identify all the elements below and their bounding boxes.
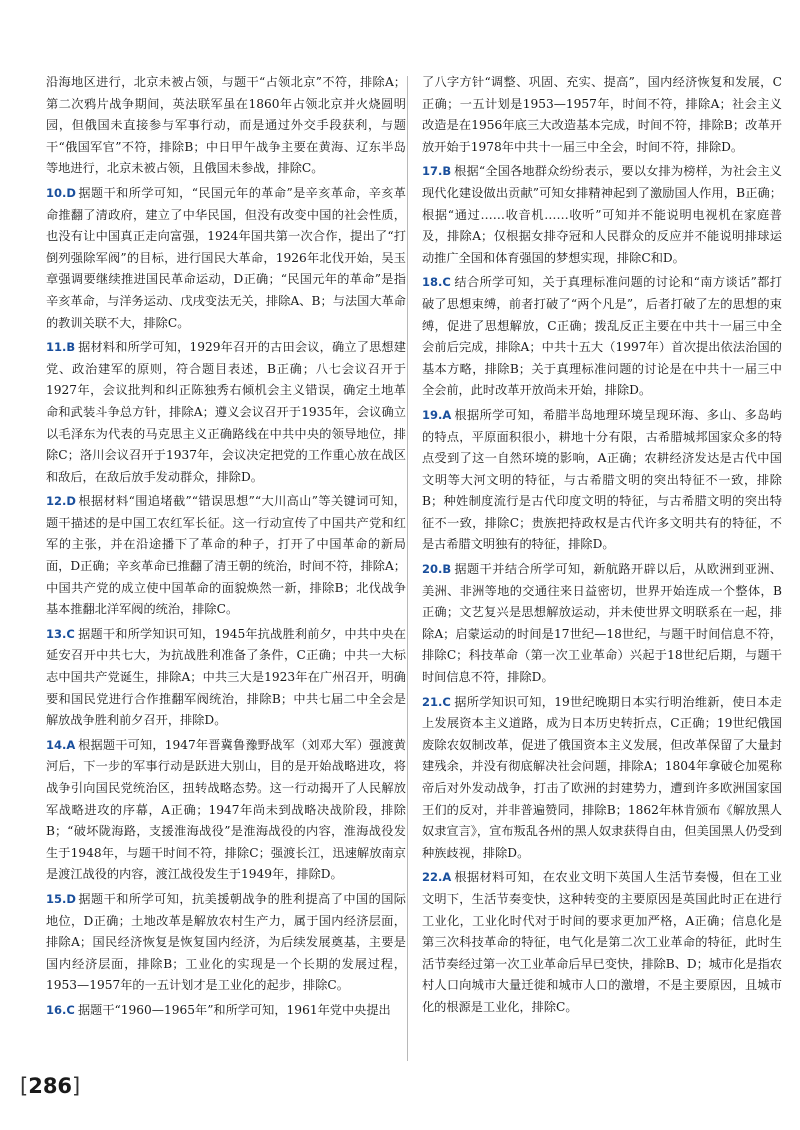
continued-text: [46, 72, 406, 180]
answer-item: [46, 624, 406, 732]
answer-item: [422, 272, 782, 402]
answer-item: [46, 491, 406, 621]
explanation-text: 根据“全国各地群众纷纷表示，要以女排为榜样，为社会主义现代化建设做出贡献”可知女排精神起到了激励国人作用，B正确；根据“通过……收音机……收听”可知并不能说明电视机在家庭普及，排除A；仅根据女排夺冠和人民群众的反应并不能说明排球运动推广全国和体育强国的梦想实现，排除C和D。: [422, 164, 782, 265]
answer-letter: C: [66, 1002, 75, 1017]
answer-letter: B: [66, 340, 76, 355]
explanation-text: 据题干和所学可知，抗美援朝战争的胜利提高了中国的国际地位，D正确；土地改革是解放农村生产力，属于国内经济层面，排除A；国民经济恢复是恢复国内经济，为后续发展奠基，主要是国内经济层面，排除B；工业化的实现是一个长期的发展过程，1953—1957年的一五计划才是工业化的起步，排除C。: [46, 891, 406, 993]
question-number: [422, 161, 450, 183]
question-number: [46, 624, 74, 646]
answer-letter: C: [442, 694, 451, 709]
answer-item: [46, 183, 406, 334]
answer-letter: A: [442, 407, 452, 422]
left-column: [46, 72, 406, 1025]
explanation-text: 沿海地区进行，北京未被占领，与题干“占领北京”不符，排除A；第二次鸦片战争期间，英法联军虽在1860年占领北京并火烧圆明园，但俄国未直接参与军事行动，而是通过外交手段获利，与题干“俄国军官”不符，排除B；中日甲午战争主要在黄海、辽东半岛等地进行，北京未被占领，且俄国未参战，排除C。: [46, 75, 406, 176]
page-number-open-bracket: [: [20, 1074, 29, 1098]
page-number-close-bracket: ]: [72, 1074, 81, 1098]
question-index: 18.: [422, 275, 443, 290]
answer-item: [422, 867, 782, 1018]
answer-letter: C: [442, 275, 451, 290]
answer-letter: B: [442, 562, 452, 577]
explanation-text: 据材料和所学可知，1929年召开的古田会议，确立了思想建党、政治建军的原则，符合题目表述，B正确；八七会议召开于1927年，会议批判和纠正陈独秀右倾机会主义错误，确定土地革命和武装斗争总方针，排除A；遵义会议召开于1935年，会议确立以毛泽东为代表的马克思主义正确路线在中共中央的领导地位，排除C；洛川会议召开于1937年，会议决定把党的工作重心放在战区和敌后，在敌后放手发动群众，排除D。: [46, 340, 406, 484]
answer-letter: D: [66, 494, 76, 509]
answer-letter: A: [66, 737, 76, 752]
question-number: [46, 1000, 74, 1022]
explanation-text: 了八字方针“调整、巩固、充实、提高”，国内经济恢复和发展，C正确；一五计划是1953—1957年，时间不符，排除A；社会主义改造是在1956年底三大改造基本完成，时间不符，排除B；改革开放开始于1978年中共十一届三中全会，时间不符，排除D。: [422, 75, 782, 154]
answer-item: [422, 161, 782, 269]
answer-item: [422, 559, 782, 689]
answer-item: [422, 692, 782, 865]
question-index: 12.: [46, 494, 67, 509]
question-number: [46, 889, 74, 911]
right-column: [422, 72, 782, 1022]
question-number: [46, 337, 74, 359]
answer-item: [46, 735, 406, 886]
column-divider: [407, 76, 408, 1061]
answer-letter: C: [66, 626, 75, 641]
question-index: 14.: [46, 737, 67, 752]
question-index: 17.: [422, 164, 443, 179]
question-index: 13.: [46, 626, 67, 641]
explanation-text: 据题干并结合所学可知，新航路开辟以后，从欧洲到亚洲、美洲、非洲等地的交通往来日益密切，世界开始连成一个整体，B正确；文艺复兴是思想解放运动，并未使世界文明联系在一起，排除A；启蒙运动的时间是17世纪—18世纪，与题干时间信息不符，排除C；科技革命（第一次工业革命）兴起于18世纪后期，与题干时间信息不符，排除D。: [422, 562, 782, 685]
question-index: 15.: [46, 891, 67, 906]
explanation-text: 根据所学可知，希腊半岛地理环境呈现环海、多山、多岛屿的特点，平原面积很小，耕地十分有限，古希腊城邦国家众多的特点受到了这一自然环境的影响，A正确；农耕经济发达是古代中国文明等大河文明的特征，与古希腊文明的突出特征不一致，排除B；种姓制度流行是古代印度文明的特征，与古希腊文明的突出特征不一致，排除C；贵族把持政权是古代许多文明共有的特征，不是古希腊文明独有的特征，排除D。: [422, 407, 782, 552]
question-number: [422, 272, 450, 294]
question-index: 19.: [422, 407, 443, 422]
answer-letter: A: [442, 870, 452, 885]
question-index: 10.: [46, 185, 67, 200]
continued-text: [422, 72, 782, 158]
answer-letter: B: [442, 164, 452, 179]
explanation-text: 结合所学可知，关于真理标准问题的讨论和“南方谈话”都打破了思想束缚，前者打破了“两个凡是”，后者打破了左的思想的束缚，促进了思想解放，C正确；拨乱反正主要在中共十一届三中全会前后完成，排除A；中共十五大（1997年）首次提出依法治国的基本方略，排除B；关于真理标准问题的讨论是在中共十一届三中全会前，此时改革开放尚未开始，排除D。: [422, 275, 782, 398]
explanation-text: 据所学知识可知，19世纪晚期日本实行明治维新，使日本走上发展资本主义道路，成为日本历史转折点，C正确；19世纪俄国废除农奴制改革，促进了俄国资本主义发展，但改革保留了大量封建残余，并没有彻底解决社会问题，排除A；1804年拿破仑加冕称帝后对外发动战争，打击了欧洲的封建势力，遭到许多欧洲国家国王们的反对，并非普遍赞同，排除B；1862年林肯颁布《解放黑人奴隶宣言》，宣布叛乱各州的黑人奴隶获得自由，但美国黑人仍受到种族歧视，排除D。: [422, 694, 782, 860]
question-index: 20.: [422, 562, 443, 577]
page-number-value: 286: [28, 1074, 73, 1098]
explanation-text: 根据材料可知，在农业文明下英国人生活节奏慢，但在工业文明下，生活节奏变快，这种转变的主要原因是英国此时正在进行工业化，工业化时代对于时间的要求更加严格，A正确；信息化是第三次科技革命的特征，电气化是第二次工业革命的特征，此时生活节奏经过第一次工业革命后早已变快，排除B、D；城市化是指农村人口向城市大量迁徙和城市人口的激增，不是主要原因，且城市化的根源是工业化，排除C。: [422, 870, 782, 1014]
explanation-text: 据题干和所学可知，“民国元年的革命”是辛亥革命，辛亥革命推翻了清政府，建立了中华民国，但没有改变中国的社会性质，也没有让中国真正走向富强，1924年国共第一次合作，提出了“打倒列强除军阀”的目标，进行国民大革命，1926年北伐开始，吴玉章强调要继续推进国民革命运动，D正确；“民国元年的革命”是指辛亥革命，与洋务运动、戊戌变法无关，排除A、B；与法国大革命的教训关联不大，排除C。: [46, 185, 406, 330]
answer-item: [46, 889, 406, 997]
question-number: [46, 735, 74, 757]
answer-item: [46, 337, 406, 488]
answer-item: [46, 1000, 406, 1022]
question-index: 21.: [422, 694, 443, 709]
question-number: [422, 405, 450, 427]
question-number: [422, 692, 450, 714]
explanation-text: 据题干“1960—1965年”和所学可知，1961年党中央提出: [78, 1002, 391, 1017]
answer-letter: D: [66, 185, 76, 200]
question-number: [46, 183, 74, 205]
page-number: [20, 1074, 80, 1098]
explanation-text: 根据材料“围追堵截”“错误思想”“大川高山”等关键词可知，题干描述的是中国工农红军长征。这一行动宣传了中国共产党和红军的主张，并在沿途播下了革命的种子，打开了中国革命的新局面，D正确；辛亥革命已推翻了清王朝的统治，时间不符，排除A；中国共产党的成立使中国革命的面貌焕然一新，排除B；北伐战争基本推翻北洋军阀的统治，排除C。: [46, 494, 406, 617]
question-number: [422, 867, 450, 889]
question-index: 16.: [46, 1002, 67, 1017]
explanation-text: 据题干和所学知识可知，1945年抗战胜利前夕，中共中央在延安召开中共七大，为抗战胜利准备了条件，C正确；中共一大标志中国共产党诞生，排除A；中共三大是1923年在广州召开，明确要和国民党进行合作推翻军阀统治，排除B；中共七届二中全会是解放战争胜利前夕召开，排除D。: [46, 626, 406, 728]
answer-item: [422, 405, 782, 556]
question-index: 11.: [46, 340, 67, 355]
question-number: [46, 491, 74, 513]
explanation-text: 根据题干可知，1947年晋冀鲁豫野战军（刘邓大军）强渡黄河后，下一步的军事行动是跃进大别山，目的是开始战略进攻，将战争引向国民党统治区，扭转战略态势。这一行动揭开了人民解放军战略进攻的序幕，A正确；1947年尚未到战略决战阶段，排除B；“破坏陇海路，支援淮海战役”是淮海战役的内容，淮海战役发生于1948年，与题干时间不符，排除C；强渡长江，迅速解放南京是渡江战役的内容，渡江战役发生于1949年，排除D。: [46, 737, 406, 882]
answer-letter: D: [66, 891, 76, 906]
question-index: 22.: [422, 870, 443, 885]
question-number: [422, 559, 450, 581]
